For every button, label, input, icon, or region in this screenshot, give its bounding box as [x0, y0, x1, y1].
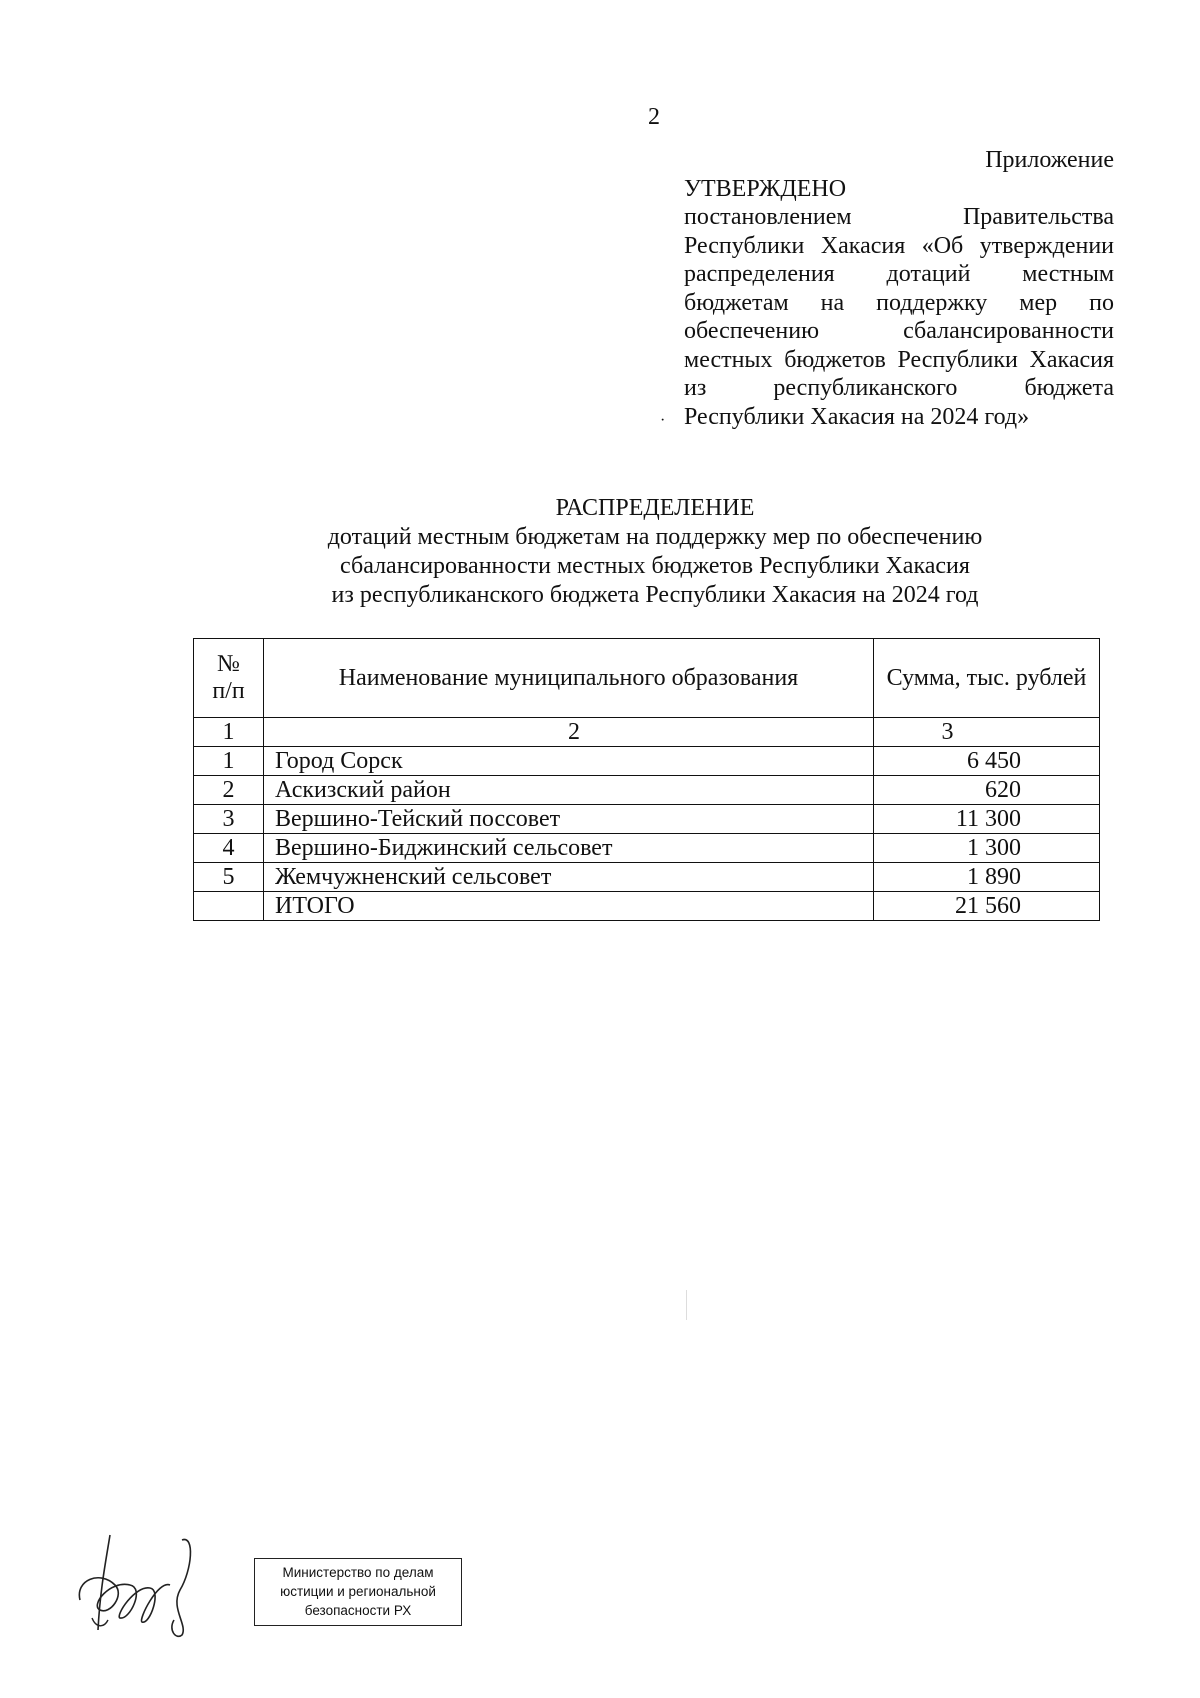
registration-stamp	[254, 1558, 462, 1626]
table-header-row	[194, 639, 1100, 718]
column-number: 3	[874, 718, 1100, 747]
row-sum: 1 890	[874, 863, 1100, 892]
table-row	[194, 776, 1100, 805]
row-number: 3	[194, 805, 264, 834]
distribution-table	[193, 638, 1100, 921]
scan-artifact-line	[686, 1290, 687, 1320]
row-name: Город Сорск	[264, 747, 874, 776]
header-number: № п/п	[194, 639, 264, 718]
stamp-line-2: юстиции и региональной	[280, 1584, 436, 1599]
row-sum: 11 300	[874, 805, 1100, 834]
heading-line-1: дотаций местным бюджетам на поддержку мер по обеспечению	[327, 524, 983, 550]
approval-block	[684, 146, 1114, 431]
table-row	[194, 805, 1100, 834]
document-title: РАСПРЕДЕЛЕНИЕ	[555, 495, 755, 521]
row-sum: 6 450	[874, 747, 1100, 776]
signature-icon	[70, 1530, 220, 1640]
total-row	[194, 892, 1100, 921]
total-number	[194, 892, 264, 921]
table-row	[194, 747, 1100, 776]
bullet-mark: ·	[660, 412, 666, 429]
heading-line-3: из республиканского бюджета Республики Хакасия на 2024 год	[331, 582, 979, 608]
row-sum: 620	[874, 776, 1100, 805]
stamp-line-1: Министерство по делам	[282, 1565, 434, 1580]
row-name: Аскизский район	[264, 776, 874, 805]
row-number: 4	[194, 834, 264, 863]
row-number: 1	[194, 747, 264, 776]
total-sum: 21 560	[874, 892, 1100, 921]
table-row	[194, 834, 1100, 863]
approval-text: постановлением Правительства Республики Хакасия «Об утверждении распределения дотаций местным бюджетам на поддержку мер по обеспечению сбалансированности местных бюджетов Республики Хакасия из республиканского бюджета Республики Хакасия на 2024 год»	[684, 204, 1114, 430]
column-number: 2	[264, 718, 874, 747]
appendix-label: Приложение	[985, 147, 1114, 173]
row-sum: 1 300	[874, 834, 1100, 863]
total-label: ИТОГО	[264, 892, 874, 921]
table-row	[194, 863, 1100, 892]
heading-line-2: сбалансированности местных бюджетов Республики Хакасия	[340, 553, 970, 579]
header-name: Наименование муниципального образования	[264, 639, 874, 718]
page-number: 2	[648, 104, 660, 130]
row-number: 2	[194, 776, 264, 805]
stamp-line-3: безопасности РХ	[304, 1603, 412, 1618]
header-sum: Сумма, тыс. рублей	[874, 639, 1100, 718]
approved-label: УТВЕРЖДЕНО	[684, 175, 847, 202]
row-name: Вершино-Тейский поссовет	[264, 805, 874, 834]
document-heading	[190, 494, 1120, 610]
row-name: Жемчужненский сельсовет	[264, 863, 874, 892]
column-number-row	[194, 718, 1100, 747]
column-number: 1	[194, 718, 264, 747]
row-name: Вершино-Биджинский сельсовет	[264, 834, 874, 863]
row-number: 5	[194, 863, 264, 892]
